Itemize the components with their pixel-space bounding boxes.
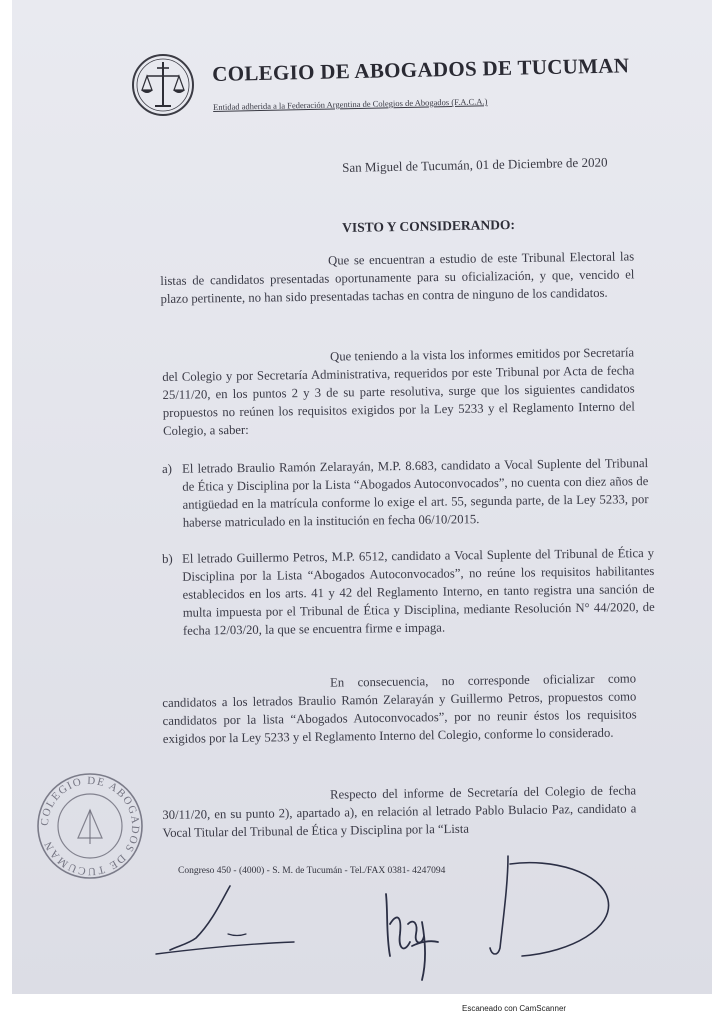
college-seal-stamp xyxy=(34,770,146,882)
paragraph-3: En consecuencia, no corresponde oficializar como candidatos a los letrados Braulio Ramón Zelarayán y Guillermo Petros, propuestos como candidatos por la lista “Abogados Autoconvocados”, por no reunir éstos los requisitos exigidos por la Ley 5233 y el Reglamento Interno del Colegio, conforme lo considerado. xyxy=(162,671,637,746)
letterhead-footer: Congreso 450 - (4000) - S. M. de Tucumán - Tel./FAX 0381- 4247094 xyxy=(178,866,446,876)
document-heading: VISTO Y CONSIDERANDO: xyxy=(342,216,516,235)
svg-text:COLEGIO DE ABOGADOS DE TUCUMAN: COLEGIO DE ABOGADOS DE TUCUMAN xyxy=(38,774,142,878)
paragraph-4: Respecto del informe de Secretaría del Colegio de fecha 30/11/20, en su punto 2), apartado a), en relación al letrado Pablo Bulacio Paz, candidato a Vocal Titular del Tribunal de Ética y Disciplina por la “Lista xyxy=(162,783,637,840)
scanner-credit: Escaneado con CamScanner xyxy=(462,1004,567,1013)
scales-of-justice-icon xyxy=(130,52,196,118)
list-item-a xyxy=(162,454,649,532)
paragraph-1: Que se encuentran a estudio de este Tribunal Electoral las listas de candidatos presentadas oportunamente para su oficialización, y que, vencido el plazo pertinente, no han sido presentadas tachas en contra de ninguno de los candidatos. xyxy=(160,249,635,306)
list-item-text: El letrado Braulio Ramón Zelarayán, M.P. 8.683, candidato a Vocal Suplente del Tribunal de Ética y Disciplina por la Lista “Abogados Autoconvocados”, no cuenta con diez años de antigüedad en la matrícula conforme lo exige el art. 55, segunda parte, de la Ley 5233, por haberse matriculado en la institución en fecha 06/10/2015. xyxy=(182,456,649,530)
paragraph-2: Que teniendo a la vista los informes emitidos por Secretaría del Colegio y por Secretaría Administrativa, requeridos por este Tribunal por Acta de fecha 25/11/20, en los puntos 2 y 3 de su parte resolutiva, surge que los siguientes candidatos propuestos no reúnen los requisitos exigidos por la Ley 5233 y el Reglamento Interno del Colegio, a saber: xyxy=(162,345,635,438)
college-name: COLEGIO DE ABOGADOS DE TUCUMAN xyxy=(212,53,630,86)
list-item-b xyxy=(162,544,655,640)
list-marker: a) xyxy=(162,461,173,476)
signature-right xyxy=(482,852,632,972)
signature-center xyxy=(372,884,452,984)
college-subtitle: Entidad adherida a la Federación Argentina de Colegios de Abogados (F.A.C.A.) xyxy=(213,96,488,112)
list-marker: b) xyxy=(162,551,173,566)
signature-left xyxy=(148,880,298,970)
list-item-text: El letrado Guillermo Petros, M.P. 6512, candidato a Vocal Suplente del Tribunal de Ética y Disciplina por la Lista “Abogados Autoconvocados”, no reúne los requisitos habilitantes establecidos en los arts. 41 y 42 del Reglamento Interno, en tanto registra una sanción de multa impuesta por el Tribunal de Ética y Disciplina, mediante Resolución N° 44/2020, de fecha 12/03/20, la que se encuentra firme e impaga. xyxy=(182,545,655,638)
date-line: San Miguel de Tucumán, 01 de Diciembre de 2020 xyxy=(342,154,608,175)
scanned-page xyxy=(12,0,712,994)
